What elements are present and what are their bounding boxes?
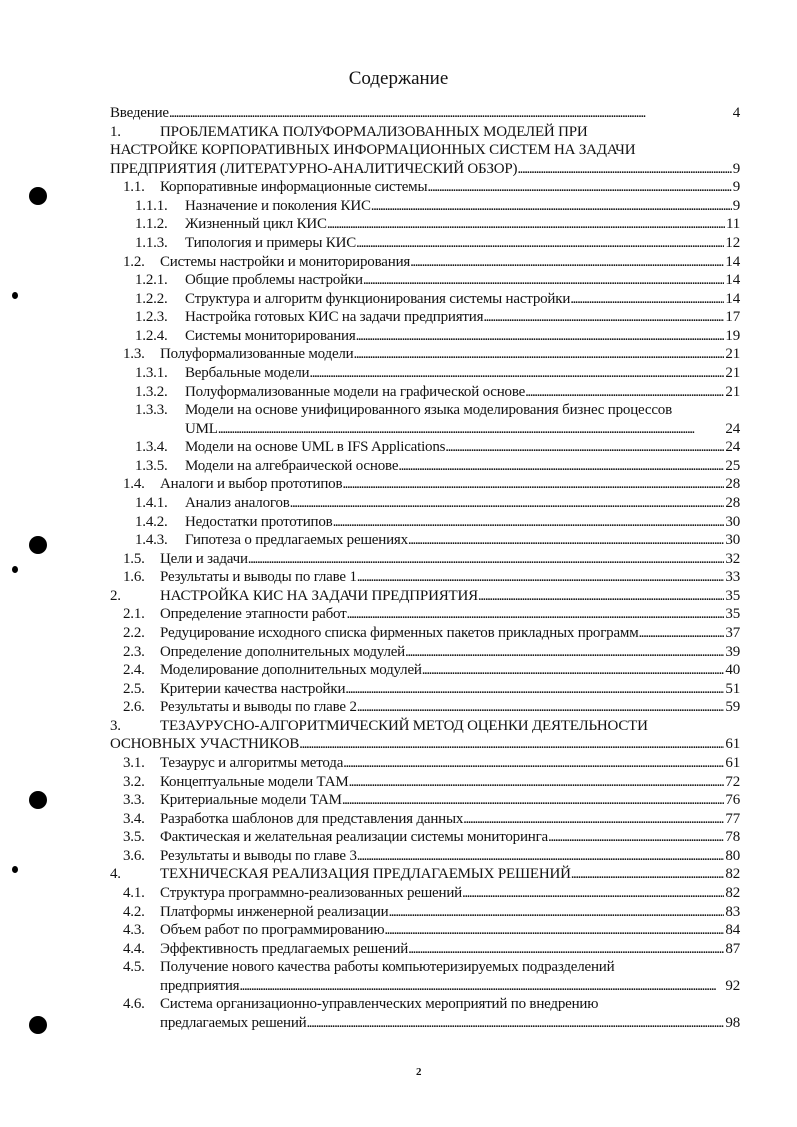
dot-leader — [169, 104, 732, 123]
toc-entry — [160, 1014, 740, 1033]
binder-hole-icon — [29, 1016, 47, 1034]
toc-entry-number: 4. — [110, 866, 121, 883]
toc-entry-page: 82 — [725, 866, 740, 883]
toc-entry-number: 1.2.1. — [135, 272, 168, 289]
dot-leader — [548, 828, 724, 847]
toc-entry — [123, 550, 740, 569]
dot-leader — [218, 420, 725, 439]
toc-entry-page: 30 — [725, 532, 740, 549]
toc-entry — [135, 308, 740, 327]
toc-entry — [135, 438, 740, 457]
toc-entry-number: 1.2.3. — [135, 309, 168, 326]
toc-entry-title: Типология и примеры КИС — [185, 234, 357, 251]
toc-entry-number: 2.2. — [123, 624, 145, 641]
toc-entry-title: Гипотеза о предлагаемых решениях — [185, 532, 408, 549]
dot-leader — [299, 735, 724, 754]
toc-entry-page: 35 — [725, 606, 740, 623]
toc-entry-number: 1.5. — [123, 550, 145, 567]
toc-entry-title: Общие проблемы настройки — [185, 272, 363, 289]
toc-entry-title: Результаты и выводы по главе 2 — [160, 699, 357, 716]
toc-entry-title: Эффективность предлагаемых решений — [160, 940, 409, 957]
toc-entry — [123, 568, 740, 587]
toc-entry-page: 33 — [725, 569, 740, 586]
toc-entry-number: 1.3.3. — [135, 402, 168, 419]
toc-entry — [123, 253, 740, 272]
toc-entry-number: 4.3. — [123, 922, 145, 939]
toc-entry-number: 1.3.2. — [135, 383, 168, 400]
toc-entry-number: 3. — [110, 717, 121, 734]
toc-entry-page: 12 — [725, 234, 740, 251]
toc-entry-page: 77 — [725, 810, 740, 827]
toc-entry — [123, 680, 740, 699]
toc-entry-title: НАСТРОЙКА КИС НА ЗАДАЧИ ПРЕДПРИЯТИЯ — [160, 587, 478, 604]
toc-entry-title: предлагаемых решений — [160, 1014, 307, 1031]
toc-entry-page: 30 — [725, 513, 740, 530]
dot-leader — [239, 977, 724, 996]
toc-entry-page: 28 — [725, 476, 740, 493]
binder-hole-icon — [29, 187, 47, 205]
dot-leader — [408, 940, 724, 959]
toc-entry-page: 4 — [732, 105, 740, 121]
toc-entry-title: Аналоги и выбор прототипов — [160, 476, 343, 493]
toc-entry-title: Определение этапности работ — [160, 606, 347, 623]
toc-entry-page: 24 — [725, 420, 740, 437]
toc-entry — [110, 587, 740, 606]
toc-entry-page: 76 — [725, 792, 740, 809]
toc-entry — [123, 828, 740, 847]
toc-entry-page: 25 — [725, 457, 740, 474]
toc-entry-title: Критерии качества настройки — [160, 680, 346, 697]
toc-entry-title: Редуцирование исходного списка фирменных пакетов прикладных программ — [160, 624, 639, 641]
dot-leader — [290, 494, 725, 513]
toc-entry-title: Введение — [110, 105, 169, 121]
dot-leader — [462, 884, 724, 903]
dot-leader — [357, 698, 725, 717]
toc-entry — [123, 958, 614, 977]
toc-entry-title: Структура и алгоритм функционирования системы настройки — [185, 290, 571, 307]
toc-entry-page: 59 — [725, 699, 740, 716]
scan-speck-icon — [12, 292, 18, 299]
toc-entry-title: Полуформализованные модели на графической основе — [185, 383, 526, 400]
toc-entry-page: 83 — [725, 903, 740, 920]
toc-entry-title: ОСНОВНЫХ УЧАСТНИКОВ — [110, 736, 300, 753]
toc-entry — [123, 884, 740, 903]
toc-entry — [160, 977, 740, 996]
toc-entry-page: 32 — [725, 550, 740, 567]
binder-hole-icon — [29, 536, 47, 554]
toc-entry — [123, 624, 740, 643]
toc-entry-number: 1.3. — [123, 346, 145, 363]
dot-leader — [309, 364, 724, 383]
toc-entry-page: 37 — [725, 624, 740, 641]
toc-entry-title: Концептуальные модели ТАМ — [160, 773, 349, 790]
toc-entry-title: Недостатки прототипов — [185, 513, 333, 530]
dot-leader — [422, 661, 725, 680]
dot-leader — [384, 921, 724, 940]
toc-entry-page: 80 — [725, 847, 740, 864]
toc-entry — [135, 197, 740, 216]
toc-entry-page: 14 — [725, 272, 740, 289]
toc-entry — [135, 513, 740, 532]
toc-entry-page: 14 — [725, 253, 740, 270]
dot-leader — [307, 1014, 725, 1033]
dot-leader — [356, 327, 725, 346]
toc-entry-page: 9 — [732, 179, 740, 196]
binder-hole-icon — [29, 791, 47, 809]
toc-entry-page: 24 — [725, 439, 740, 456]
toc-entry-number: 1. — [110, 123, 121, 140]
toc-entry — [110, 141, 635, 160]
toc-entry-number: 1.1.3. — [135, 234, 168, 251]
toc-entry-page: 39 — [725, 643, 740, 660]
toc-entry-title: ТЕХНИЧЕСКАЯ РЕАЛИЗАЦИЯ ПРЕДЛАГАЕМЫХ РЕШЕНИЙ — [160, 866, 571, 883]
toc-entry — [123, 995, 598, 1014]
toc-entry — [123, 475, 740, 494]
dot-leader — [354, 345, 725, 364]
toc-entry-number: 1.2.4. — [135, 327, 168, 344]
toc-entry-title: Определение дополнительных модулей — [160, 643, 406, 660]
toc-entry-number: 3.4. — [123, 810, 145, 827]
toc-entry-title: Результаты и выводы по главе 1 — [160, 569, 357, 586]
toc-entry — [123, 903, 740, 922]
toc-entry-number: 1.2.2. — [135, 290, 168, 307]
toc-entry-number: 1.1. — [123, 179, 145, 196]
toc-entry-number: 3.1. — [123, 754, 145, 771]
toc-entry-number: 4.1. — [123, 884, 145, 901]
dot-leader — [342, 475, 724, 494]
toc-entry-title: Настройка готовых КИС на задачи предприятия — [185, 309, 484, 326]
toc-entry-page: 82 — [725, 884, 740, 901]
toc-entry-title: UML — [185, 420, 218, 437]
toc-entry — [185, 420, 740, 439]
toc-entry-number: 2.1. — [123, 606, 145, 623]
scan-speck-icon — [12, 566, 18, 573]
toc-entry-number: 4.4. — [123, 940, 145, 957]
toc-entry-number: 1.4.1. — [135, 494, 168, 511]
toc-entry-page: 11 — [725, 216, 740, 233]
toc-entry-page: 92 — [725, 977, 740, 994]
toc-entry-number: 2.3. — [123, 643, 145, 660]
toc-entry-title: Платформы инженерной реализации — [160, 903, 389, 920]
toc-entry-title: Критериальные модели ТАМ — [160, 792, 342, 809]
toc-entry-number: 4.2. — [123, 903, 145, 920]
toc-entry-page: 61 — [725, 754, 740, 771]
toc-entry — [110, 735, 740, 754]
toc-entry-number: 3.5. — [123, 829, 145, 846]
toc-entry-title: Разработка шаблонов для представления данных — [160, 810, 464, 827]
toc-entry-page: 21 — [725, 383, 740, 400]
toc-entry-number: 1.4.3. — [135, 532, 168, 549]
dot-leader — [333, 513, 725, 532]
dot-leader — [463, 810, 724, 829]
toc-entry-page: 78 — [725, 829, 740, 846]
toc-entry-number: 1.1.1. — [135, 197, 168, 214]
toc-entry-page: 61 — [725, 736, 740, 753]
toc-entry — [123, 810, 740, 829]
toc-entry-number: 1.6. — [123, 569, 145, 586]
toc-entry — [110, 104, 740, 123]
toc-entry-title: Модели на основе унифицированного языка моделирования бизнес процессов — [185, 402, 672, 419]
toc-entry — [135, 383, 740, 402]
toc-entry — [123, 921, 740, 940]
toc-entry-title: Структура программно-реализованных решений — [160, 884, 463, 901]
toc-entry-page: 40 — [725, 662, 740, 679]
toc-entry — [110, 717, 648, 736]
dot-leader — [408, 531, 724, 550]
toc-entry — [135, 531, 740, 550]
dot-leader — [342, 791, 725, 810]
toc-entry-number: 1.3.1. — [135, 364, 168, 381]
toc-entry — [110, 865, 740, 884]
dot-leader — [639, 624, 725, 643]
toc-entry-number: 3.2. — [123, 773, 145, 790]
toc-entry — [123, 345, 740, 364]
toc-entry-title: Тезаурус и алгоритмы метода — [160, 754, 344, 771]
toc-entry-title: Результаты и выводы по главе 3 — [160, 847, 357, 864]
toc-entry-title: Система организационно-управленческих мероприятий по внедрению — [160, 996, 599, 1013]
toc-entry-page: 72 — [725, 773, 740, 790]
toc-entry — [123, 643, 740, 662]
toc-entry — [135, 457, 740, 476]
toc-entry — [110, 123, 588, 142]
toc-entry-number: 3.3. — [123, 792, 145, 809]
toc-entry-page: 98 — [725, 1014, 740, 1031]
toc-entry — [135, 271, 740, 290]
toc-entry — [135, 364, 740, 383]
dot-leader — [357, 847, 725, 866]
toc-entry — [123, 940, 740, 959]
toc-entry-title: Вербальные модели — [185, 364, 310, 381]
dot-leader — [445, 438, 724, 457]
toc-entry-title: Анализ аналогов — [185, 494, 290, 511]
toc-entry-title: Моделирование дополнительных модулей — [160, 662, 422, 679]
toc-entry — [135, 494, 740, 513]
toc-entry-number: 2.4. — [123, 662, 145, 679]
toc-entry-number: 1.4. — [123, 476, 145, 493]
toc-entry-number: 1.1.2. — [135, 216, 168, 233]
toc-entry-number: 1.2. — [123, 253, 145, 270]
toc-entry-number: 1.4.2. — [135, 513, 168, 530]
scan-speck-icon — [12, 866, 18, 873]
toc-entry-page: 21 — [725, 364, 740, 381]
toc-entry-title: предприятия — [160, 977, 240, 994]
dot-leader — [478, 587, 724, 606]
toc-entry-title: Корпоративные информационные системы — [160, 179, 428, 196]
toc-entry-page: 9 — [732, 197, 740, 214]
toc-entry-number: 2. — [110, 587, 121, 604]
toc-entry-page: 19 — [725, 327, 740, 344]
toc-entry — [123, 754, 740, 773]
dot-leader — [327, 215, 725, 234]
toc-entry — [123, 605, 740, 624]
dot-leader — [356, 234, 724, 253]
dot-leader — [347, 605, 725, 624]
dot-leader — [388, 903, 724, 922]
toc-entry — [135, 327, 740, 346]
toc-entry-page: 14 — [725, 290, 740, 307]
toc-entry — [123, 661, 740, 680]
dot-leader — [343, 754, 724, 773]
toc-entry-number: 1.3.4. — [135, 439, 168, 456]
toc-entry-page: 35 — [725, 587, 740, 604]
dot-leader — [348, 773, 724, 792]
page-title: Содержание — [348, 68, 449, 89]
toc-entry — [135, 401, 672, 420]
toc-entry-title: Полуформализованные модели — [160, 346, 354, 363]
toc-entry — [123, 698, 740, 717]
toc-entry-title: Объем работ по программированию — [160, 922, 385, 939]
dot-leader — [570, 290, 724, 309]
toc-entry — [123, 773, 740, 792]
toc-entry-page: 87 — [725, 940, 740, 957]
toc-entry-title: Получение нового качества работы компьютеризируемых подразделений — [160, 959, 615, 976]
toc-entry-number: 4.6. — [123, 996, 145, 1013]
toc-entry-page: 84 — [725, 922, 740, 939]
toc-entry-title: Модели на алгебраической основе — [185, 457, 399, 474]
toc-entry-number: 3.6. — [123, 847, 145, 864]
toc-entry-title: Модели на основе UML в IFS Applications — [185, 439, 446, 456]
dot-leader — [410, 253, 724, 272]
dot-leader — [517, 160, 731, 179]
toc-entry-title: ТЕЗАУРУСНО-АЛГОРИТМИЧЕСКИЙ МЕТОД ОЦЕНКИ ДЕЯТЕЛЬНОСТИ — [160, 717, 648, 734]
dot-leader — [405, 643, 724, 662]
toc-entry-title: Назначение и поколения КИС — [185, 197, 371, 214]
dot-leader — [357, 568, 725, 587]
toc-entry-number: 4.5. — [123, 959, 145, 976]
toc-entry-page: 17 — [725, 309, 740, 326]
dot-leader — [248, 550, 725, 569]
toc-entry-title: Системы мониторирования — [185, 327, 356, 344]
toc-entry-page: 9 — [732, 160, 740, 177]
dot-leader — [371, 197, 732, 216]
toc-entry-page: 51 — [725, 680, 740, 697]
toc-entry — [123, 178, 740, 197]
dot-leader — [571, 865, 725, 884]
toc-entry-title: ПРЕДПРИЯТИЯ (ЛИТЕРАТУРНО-АНАЛИТИЧЕСКИЙ ОБЗОР) — [110, 160, 518, 177]
toc-entry-title: Жизненный цикл КИС — [185, 216, 327, 233]
toc-entry-title: Фактическая и желательная реализации системы мониторинга — [160, 829, 549, 846]
toc-entry — [110, 160, 740, 179]
toc-entry — [135, 234, 740, 253]
toc-entry-title: НАСТРОЙКЕ КОРПОРАТИВНЫХ ИНФОРМАЦИОННЫХ СИСТЕМ НА ЗАДАЧИ — [110, 142, 636, 159]
toc-entry-page: 28 — [725, 494, 740, 511]
dot-leader — [427, 178, 731, 197]
dot-leader — [363, 271, 725, 290]
dot-leader — [483, 308, 724, 327]
toc-entry-page: 21 — [725, 346, 740, 363]
toc-entry-number: 2.5. — [123, 680, 145, 697]
toc-entry — [135, 215, 740, 234]
toc-entry-number: 2.6. — [123, 699, 145, 716]
toc-entry-title: Цели и задачи — [160, 550, 248, 567]
toc-entry-number: 1.3.5. — [135, 457, 168, 474]
toc-entry-title: ПРОБЛЕМАТИКА ПОЛУФОРМАЛИЗОВАННЫХ МОДЕЛЕЙ ПРИ — [160, 123, 588, 140]
toc-entry-title: Системы настройки и мониторирования — [160, 253, 411, 270]
dot-leader — [345, 680, 724, 699]
toc-entry — [135, 290, 740, 309]
toc-entry — [123, 791, 740, 810]
dot-leader — [398, 457, 724, 476]
toc-entry — [123, 847, 740, 866]
page-number: 2 — [416, 1066, 422, 1078]
dot-leader — [525, 383, 724, 402]
